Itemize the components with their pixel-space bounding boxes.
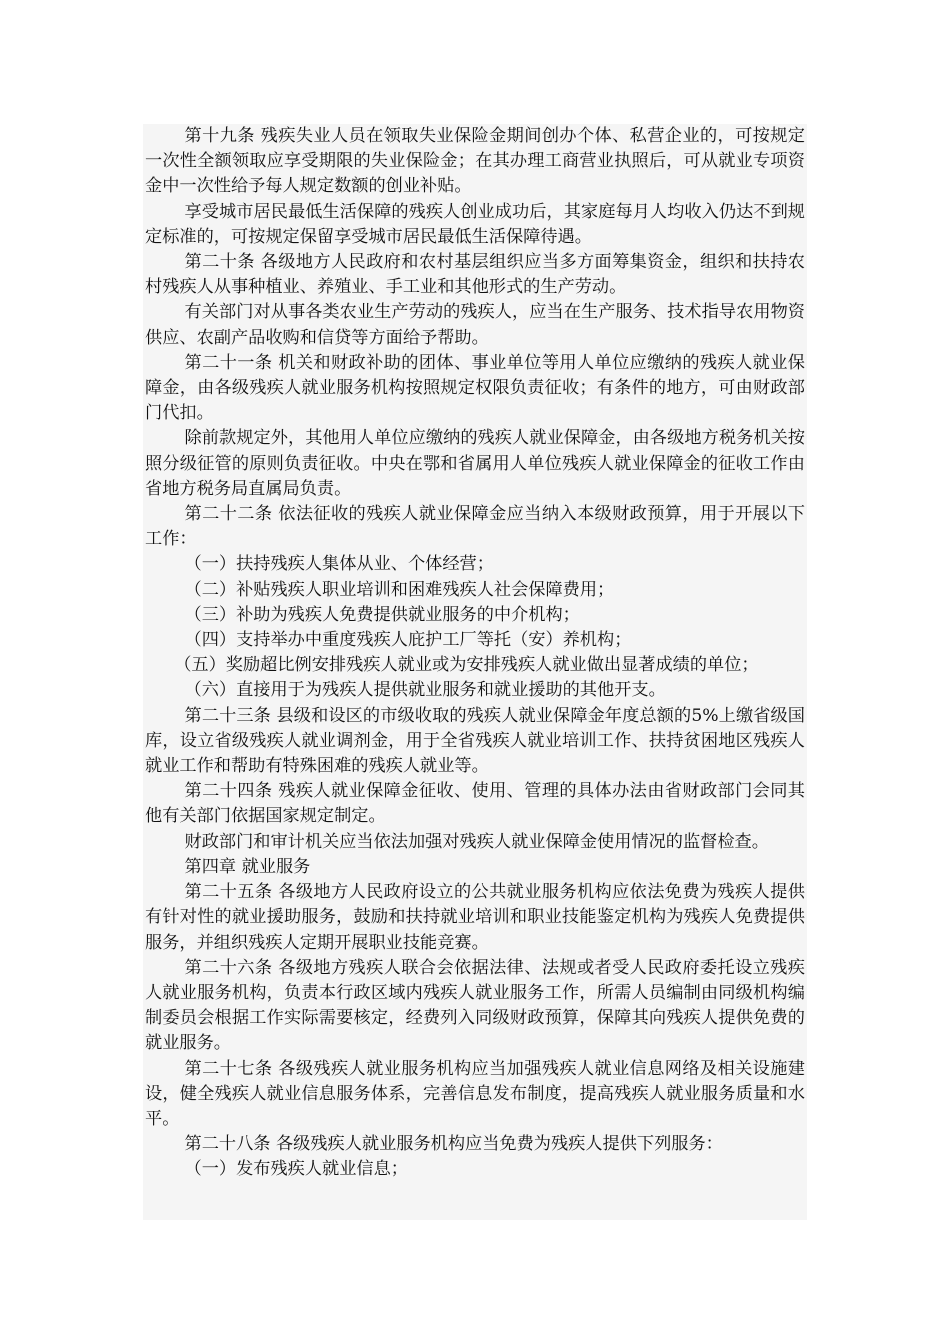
list-item: （二）补贴残疾人职业培训和困难残疾人社会保障费用； — [184, 579, 615, 600]
paragraph: 第二十二条 依法征收的残疾人就业保障金应当纳入本级财政预算，用于开展以下工作： — [145, 504, 805, 550]
paragraph: 第二十八条 各级残疾人就业服务机构应当免费为残疾人提供下列服务： — [184, 1134, 723, 1155]
paragraph: 第四章 就业服务 — [184, 856, 311, 877]
list-item: （六）直接用于为残疾人提供就业服务和就业援助的其他开支。 — [184, 680, 666, 701]
paragraph: 第二十七条 各级残疾人就业服务机构应当加强残疾人就业信息网络及相关设施建设，健全残疾人就业信息服务体系，完善信息发布制度，提高残疾人就业服务质量和水平。 — [145, 1058, 805, 1129]
list-item: （一）扶持残疾人集体从业、个体经营； — [184, 554, 494, 575]
list-item: （四）支持举办中重度残疾人庇护工厂等托（安）养机构； — [184, 630, 632, 651]
list-item: （五）奖励超比例安排残疾人就业或为安排残疾人就业做出显著成绩的单位； — [174, 655, 759, 676]
list-item: （三）补助为残疾人免费提供就业服务的中介机构； — [184, 604, 580, 625]
paragraph: 第二十三条 县级和设区的市级收取的残疾人就业保障金年度总额的5%上缴省级国库，设立省级残疾人就业调剂金，用于全省残疾人就业培训工作、扶持贫困地区残疾人就业工作和帮助有特殊困难的残疾人就业等。 — [145, 705, 805, 777]
paragraph: 第二十四条 残疾人就业保障金征收、使用、管理的具体办法由省财政部门会同其他有关部门依据国家规定制定。 — [145, 781, 805, 827]
paragraph: 第二十五条 各级地方人民政府设立的公共就业服务机构应依法免费为残疾人提供有针对性的就业援助服务，鼓励和扶持就业培训和职业技能鉴定机构为残疾人免费提供服务，并组织残疾人定期开展职业技能竞赛。 — [145, 882, 805, 953]
paragraph: 除前款规定外，其他用人单位应缴纳的残疾人就业保障金，由各级地方税务机关按照分级征管的原则负责征收。中央在鄂和省属用人单位残疾人就业保障金的征收工作由省地方税务局直属局负责。 — [145, 428, 805, 499]
document-page — [143, 124, 807, 1220]
paragraph: 有关部门对从事各类农业生产劳动的残疾人，应当在生产服务、技术指导农用物资供应、农副产品收购和信贷等方面给予帮助。 — [145, 302, 805, 348]
paragraph: 享受城市居民最低生活保障的残疾人创业成功后，其家庭每月人均收入仍达不到规定标准的，可按规定保留享受城市居民最低生活保障待遇。 — [145, 201, 805, 247]
list-item: （一）发布残疾人就业信息； — [184, 1159, 408, 1180]
paragraph: 第二十条 各级地方人民政府和农村基层组织应当多方面筹集资金，组织和扶持农村残疾人从事种植业、养殖业、手工业和其他形式的生产劳动。 — [145, 252, 805, 298]
paragraph: 财政部门和审计机关应当依法加强对残疾人就业保障金使用情况的监督检查。 — [184, 831, 769, 852]
paragraph: 第十九条 残疾失业人员在领取失业保险金期间创办个体、私营企业的，可按规定一次性全额领取应享受期限的失业保险金；在其办理工商营业执照后，可从就业专项资金中一次性给予每人规定数额的创业补贴。 — [145, 126, 805, 197]
paragraph: 第二十一条 机关和财政补助的团体、事业单位等用人单位应缴纳的残疾人就业保障金，由各级残疾人就业服务机构按照规定权限负责征收；有条件的地方，可由财政部门代扣。 — [145, 352, 805, 424]
paragraph: 第二十六条 各级地方残疾人联合会依据法律、法规或者受人民政府委托设立残疾人就业服务机构，负责本行政区域内残疾人就业服务工作，所需人员编制由同级机构编制委员会根据工作实际需要核定，经费列入同级财政预算，保障其向残疾人提供免费的就业服务。 — [145, 957, 805, 1054]
